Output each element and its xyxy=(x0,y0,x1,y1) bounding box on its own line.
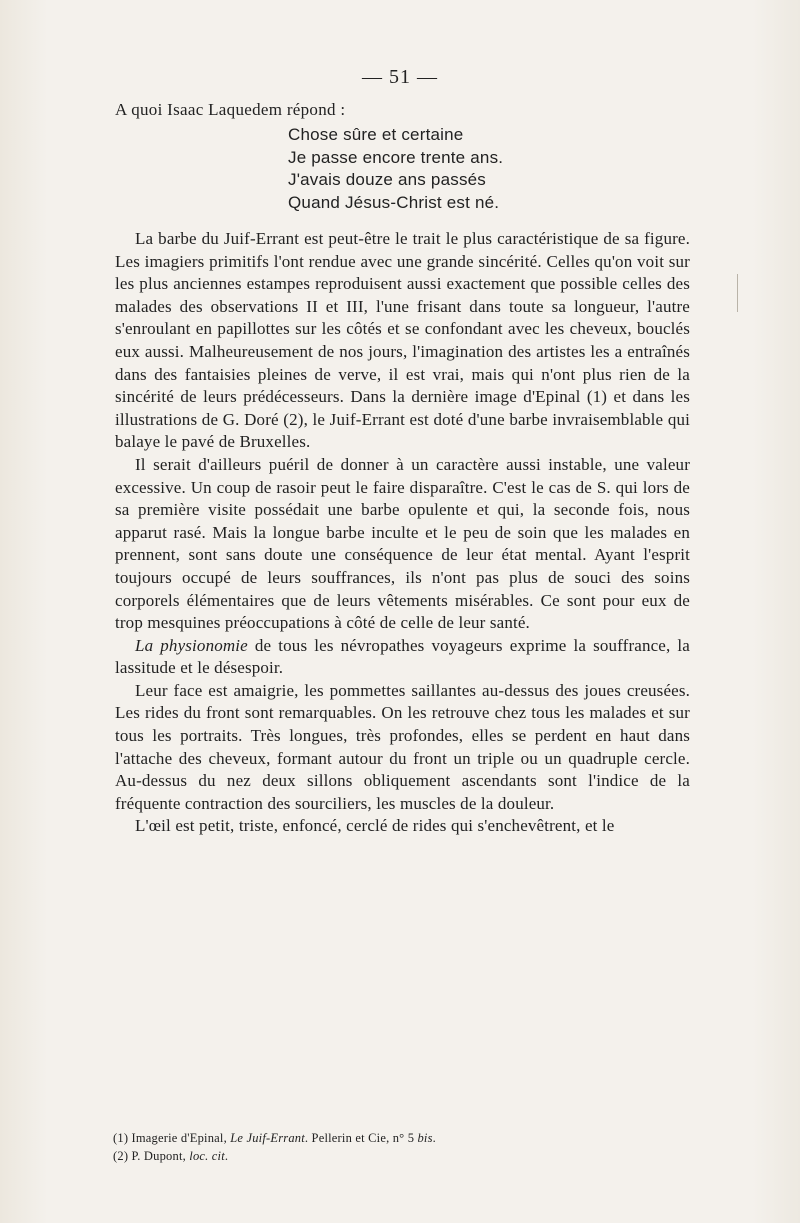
verse-line: Chose sûre et certaine xyxy=(288,125,464,144)
intro-line: A quoi Isaac Laquedem répond : xyxy=(115,100,346,119)
paragraph-text: de tous les névropathes voyageurs exprime la souffrance, la lassitude et le désespoir. xyxy=(115,635,691,678)
footnote-2: (2) P. Dupont, loc. cit. xyxy=(113,1149,229,1163)
body-text xyxy=(115,228,690,838)
verse-block xyxy=(288,124,503,214)
paragraph-beard: La barbe du Juif-Errant est peut-être le trait le plus caractéristique de sa figure. Les imagiers primitifs l'ont rendue avec une grande sincérité. Celles qu'on voit sur les plus anciennes estampes reproduisent aussi exactement que possible celles des malades des observations II et III, l'une frisant dans toute sa longueur, l'autre s'enroulant en papillottes sur les côtés et se confondant avec les cheveux, bouclés eux aussi. Malheureusement de nos jours, l'imagination des artistes les a entraînés dans des fantaisies pleines de verve, il est vrai, mais qui n'ont plus rien de la sincérité de leurs prédécesseurs. Dans la dernière image d'Epinal (1) et dans les illustrations de G. Doré (2), le Juif-Errant est doté d'une barbe invraisemblable qui balaye le pavé de Bruxelles. xyxy=(115,229,690,452)
footnote-1: (1) Imagerie d'Epinal, Le Juif-Errant. Pellerin et Cie, n° 5 bis. xyxy=(113,1131,436,1145)
paragraph-physiognomy xyxy=(115,635,690,680)
verse-line: J'avais douze ans passés xyxy=(288,170,486,189)
margin-mark xyxy=(737,274,738,312)
paragraph-face: Leur face est amaigrie, les pommettes saillantes au-dessus des joues creusées. Les rides du front sont remarquables. On les retrouve chez tous les malades et sur tous les portraits. Très longues, très profondes, elles se perdent en haut dans l'attache des cheveux, formant autour du front un triple ou un quadruple cercle. Au-dessus du nez deux sillons obliquement ascendants sont l'indice de la fréquente contraction des sourciliers, les muscles de la douleur. xyxy=(115,680,690,813)
verse-line: Je passe encore trente ans. xyxy=(288,147,504,167)
page-number: — 51 — xyxy=(362,66,438,88)
paragraph-eye: L'œil est petit, triste, enfoncé, cerclé de rides qui s'enchevêtrent, et le xyxy=(135,816,615,836)
footnotes xyxy=(113,1129,436,1165)
verse-line: Quand Jésus-Christ est né. xyxy=(288,192,500,212)
paragraph-razor: Il serait d'ailleurs puéril de donner à un caractère aussi instable, une valeur excessive. Un coup de rasoir peut le faire disparaître. C'est le cas de S. qui lors de sa première visite possédait une barbe opulente et qui, la seconde fois, nous apparut rasé. Mais la longue barbe inculte et le peu de soin que les malades en prennent, sont sans doute une conséquence de leur état mental. Ayant l'esprit toujours occupé de leurs souffrances, ils n'ont pas plus de souci des soins corporels élémentaires que de leurs vêtements misérables. Ce sont pour eux de trop mesquines préoccupations à côté de celle de leur santé. xyxy=(115,454,690,633)
italic-term: La physionomie xyxy=(135,635,248,655)
